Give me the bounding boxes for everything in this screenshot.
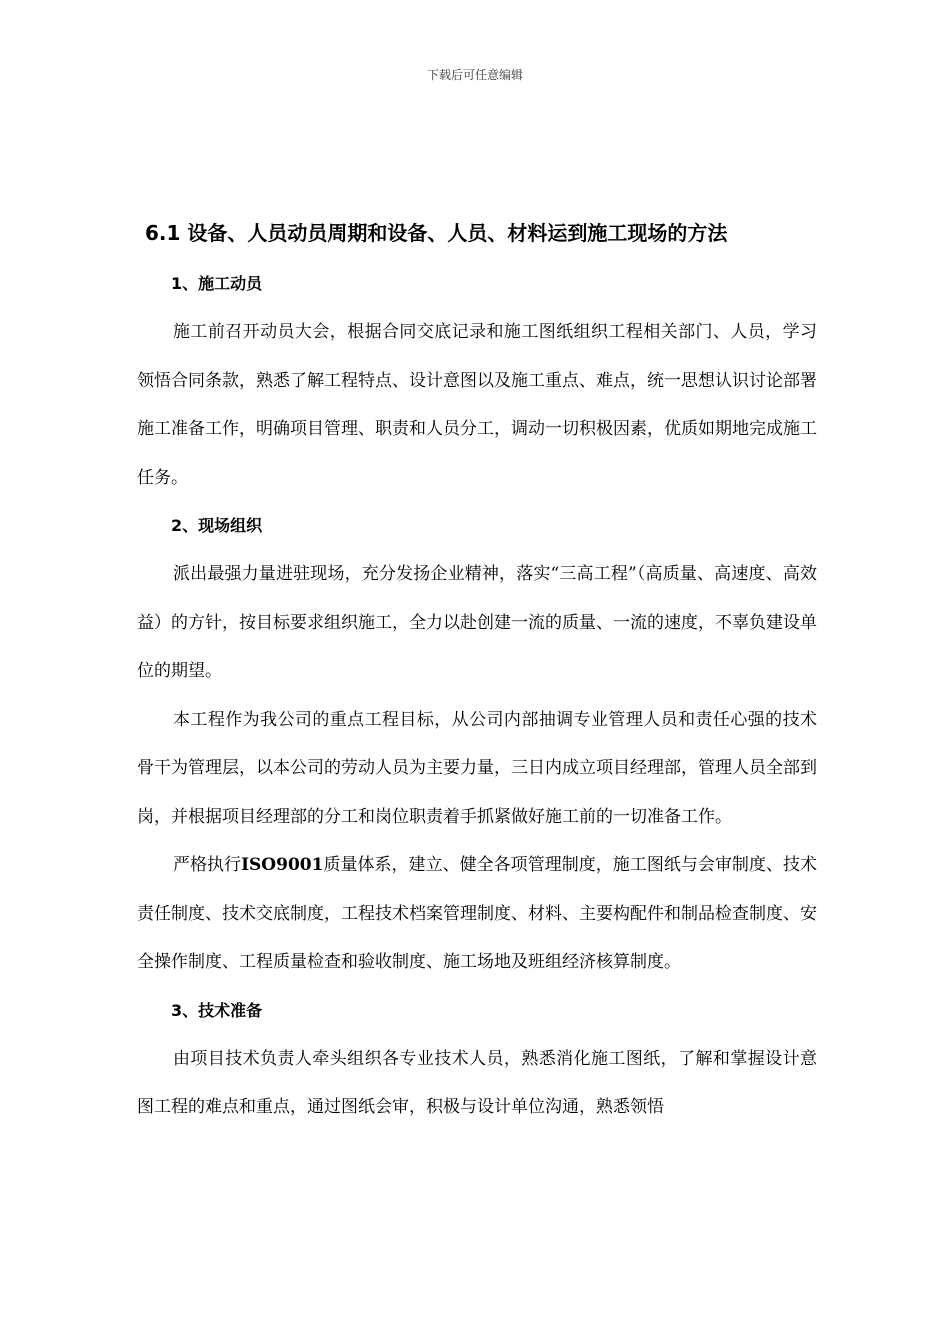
subsection-heading-mobilization: 1、施工动员 (171, 274, 263, 293)
paragraph-site-organization-2: 本工程作为我公司的重点工程目标，从公司内部抽调专业管理人员和责任心强的技术骨干为管理层，以本公司的劳动人员为主要力量，三日内成立项目经理部，管理人员全部到岗，并根据项目经理部的分工和岗位职责着手抓紧做好施工前的一切准备工作。 (137, 709, 817, 827)
paragraph-iso-system (137, 841, 817, 987)
paragraph-site-organization-1: 派出最强力量进驻现场，充分发扬企业精神，落实“三高工程”（高质量、高速度、高效益）的方针，按目标要求组织施工，全力以赴创建一流的质量、一流的速度，不辜负建设单位的期望。 (137, 564, 817, 681)
page-header-note: 下载后可任意编辑 (426, 68, 523, 82)
iso-text-before: 严格执行 (173, 855, 242, 875)
iso-standard-label: ISO9001 (241, 855, 324, 875)
iso-text-after: 质量体系，建立、健全各项管理制度，施工图纸与会审制度、技术责任制度、技术交底制度，工程技术档案管理制度、材料、主要构配件和制品检查制度、安全操作制度、工程质量检查和验收制度、施工场地及班组经济核算制度。 (137, 855, 817, 972)
subsection-heading-site-organization: 2、现场组织 (171, 516, 263, 535)
paragraph-technical-prep: 由项目技术负责人牵头组织各专业技术人员，熟悉消化施工图纸，了解和掌握设计意图工程的难点和重点，通过图纸会审，积极与设计单位沟通，熟悉领悟 (137, 1048, 817, 1117)
section-title: 6.1 设备、人员动员周期和设备、人员、材料运到施工现场的方法 (145, 221, 728, 245)
subsection-heading-technical-prep: 3、技术准备 (171, 1000, 263, 1020)
document-body (137, 212, 817, 1132)
paragraph-mobilization: 施工前召开动员大会，根据合同交底记录和施工图纸组织工程相关部门、人员，学习领悟合同条款，熟悉了解工程特点、设计意图以及施工重点、难点，统一思想认识讨论部署施工准备工作，明确项目管理、职责和人员分工，调动一切积极因素，优质如期地完成施工任务。 (137, 322, 817, 488)
